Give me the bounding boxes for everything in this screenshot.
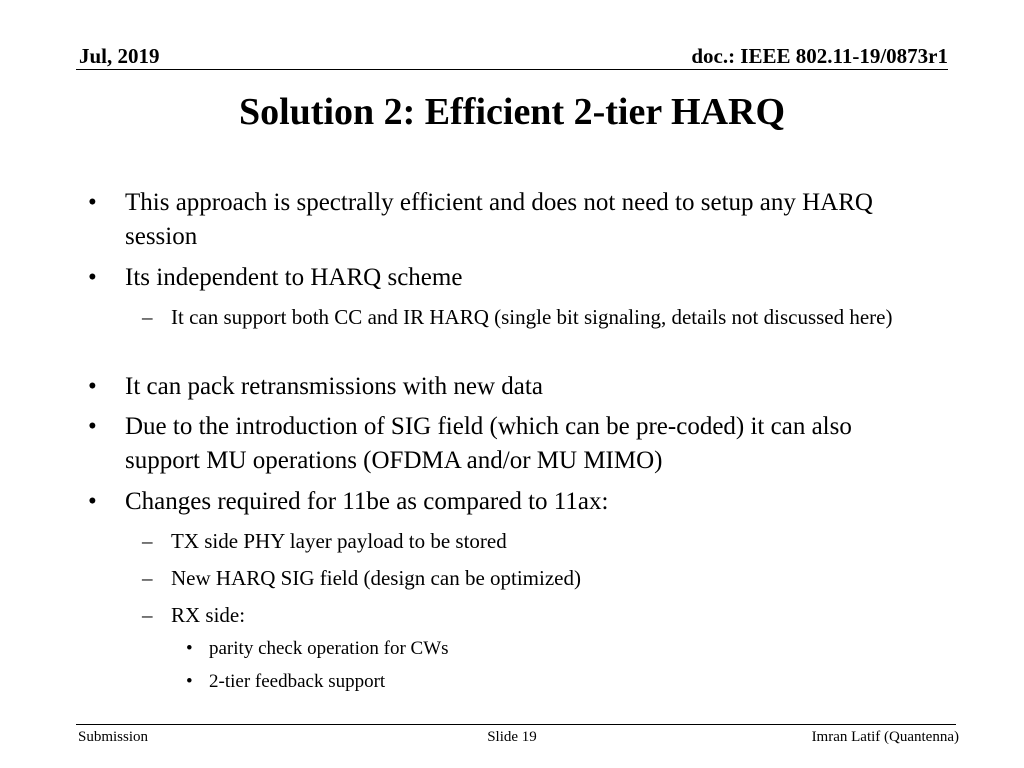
bullet-text: Due to the introduction of SIG field (which can be pre-coded) it can also support MU operations (OFDMA and/or MU MIMO) <box>125 413 852 474</box>
bullet-text: This approach is spectrally efficient and does not need to setup any HARQ session <box>125 189 873 250</box>
bullet-item <box>88 485 925 519</box>
header-divider <box>76 69 948 70</box>
bullet-marker: • <box>88 264 97 291</box>
sub-sub-bullet-item <box>186 669 909 695</box>
sub-bullet-marker: – <box>142 529 153 553</box>
sub-bullet-item <box>142 302 911 333</box>
sub-bullet-item <box>142 563 911 594</box>
sub-sub-bullet-text: parity check operation for CWs <box>209 638 449 659</box>
sub-sub-bullet-marker: • <box>186 638 193 659</box>
bullet-item <box>88 370 925 404</box>
sub-bullet-text: TX side PHY layer payload to be stored <box>171 529 507 553</box>
footer-slide-number: Slide 19 <box>487 729 537 745</box>
bullet-marker: • <box>88 488 97 515</box>
bullet-text: Changes required for 11be as compared to 11ax: <box>125 488 609 515</box>
sub-bullet-item <box>142 526 911 557</box>
bullet-marker: • <box>88 413 97 440</box>
sub-sub-bullet-item <box>186 636 909 662</box>
sub-bullet-marker: – <box>142 566 153 590</box>
header-doc-id: doc.: IEEE 802.11-19/0873r1 <box>691 44 948 68</box>
bullet-text: Its independent to HARQ scheme <box>125 264 463 291</box>
sub-bullet-marker: – <box>142 305 153 329</box>
footer-divider <box>76 724 956 725</box>
sub-sub-bullet-text: 2-tier feedback support <box>209 671 386 692</box>
sub-bullet-text: It can support both CC and IR HARQ (single bit signaling, details not discussed here) <box>171 305 893 329</box>
bullet-item <box>88 186 925 254</box>
bullet-item <box>88 410 925 478</box>
header-date: Jul, 2019 <box>79 44 160 68</box>
footer-submission: Submission <box>78 729 149 745</box>
bullet-text: It can pack retransmissions with new data <box>125 373 543 400</box>
bullet-marker: • <box>88 189 97 216</box>
sub-bullet-item <box>142 600 911 631</box>
sub-sub-bullet-marker: • <box>186 671 193 692</box>
sub-bullet-marker: – <box>142 603 153 627</box>
sub-bullet-text: New HARQ SIG field (design can be optimized) <box>171 566 581 590</box>
footer-author: Imran Latif (Quantenna) <box>811 729 959 745</box>
bullet-item <box>88 261 925 295</box>
slide-title: Solution 2: Efficient 2-tier HARQ <box>238 91 786 133</box>
bullet-marker: • <box>88 373 97 400</box>
sub-bullet-text: RX side: <box>171 603 246 627</box>
